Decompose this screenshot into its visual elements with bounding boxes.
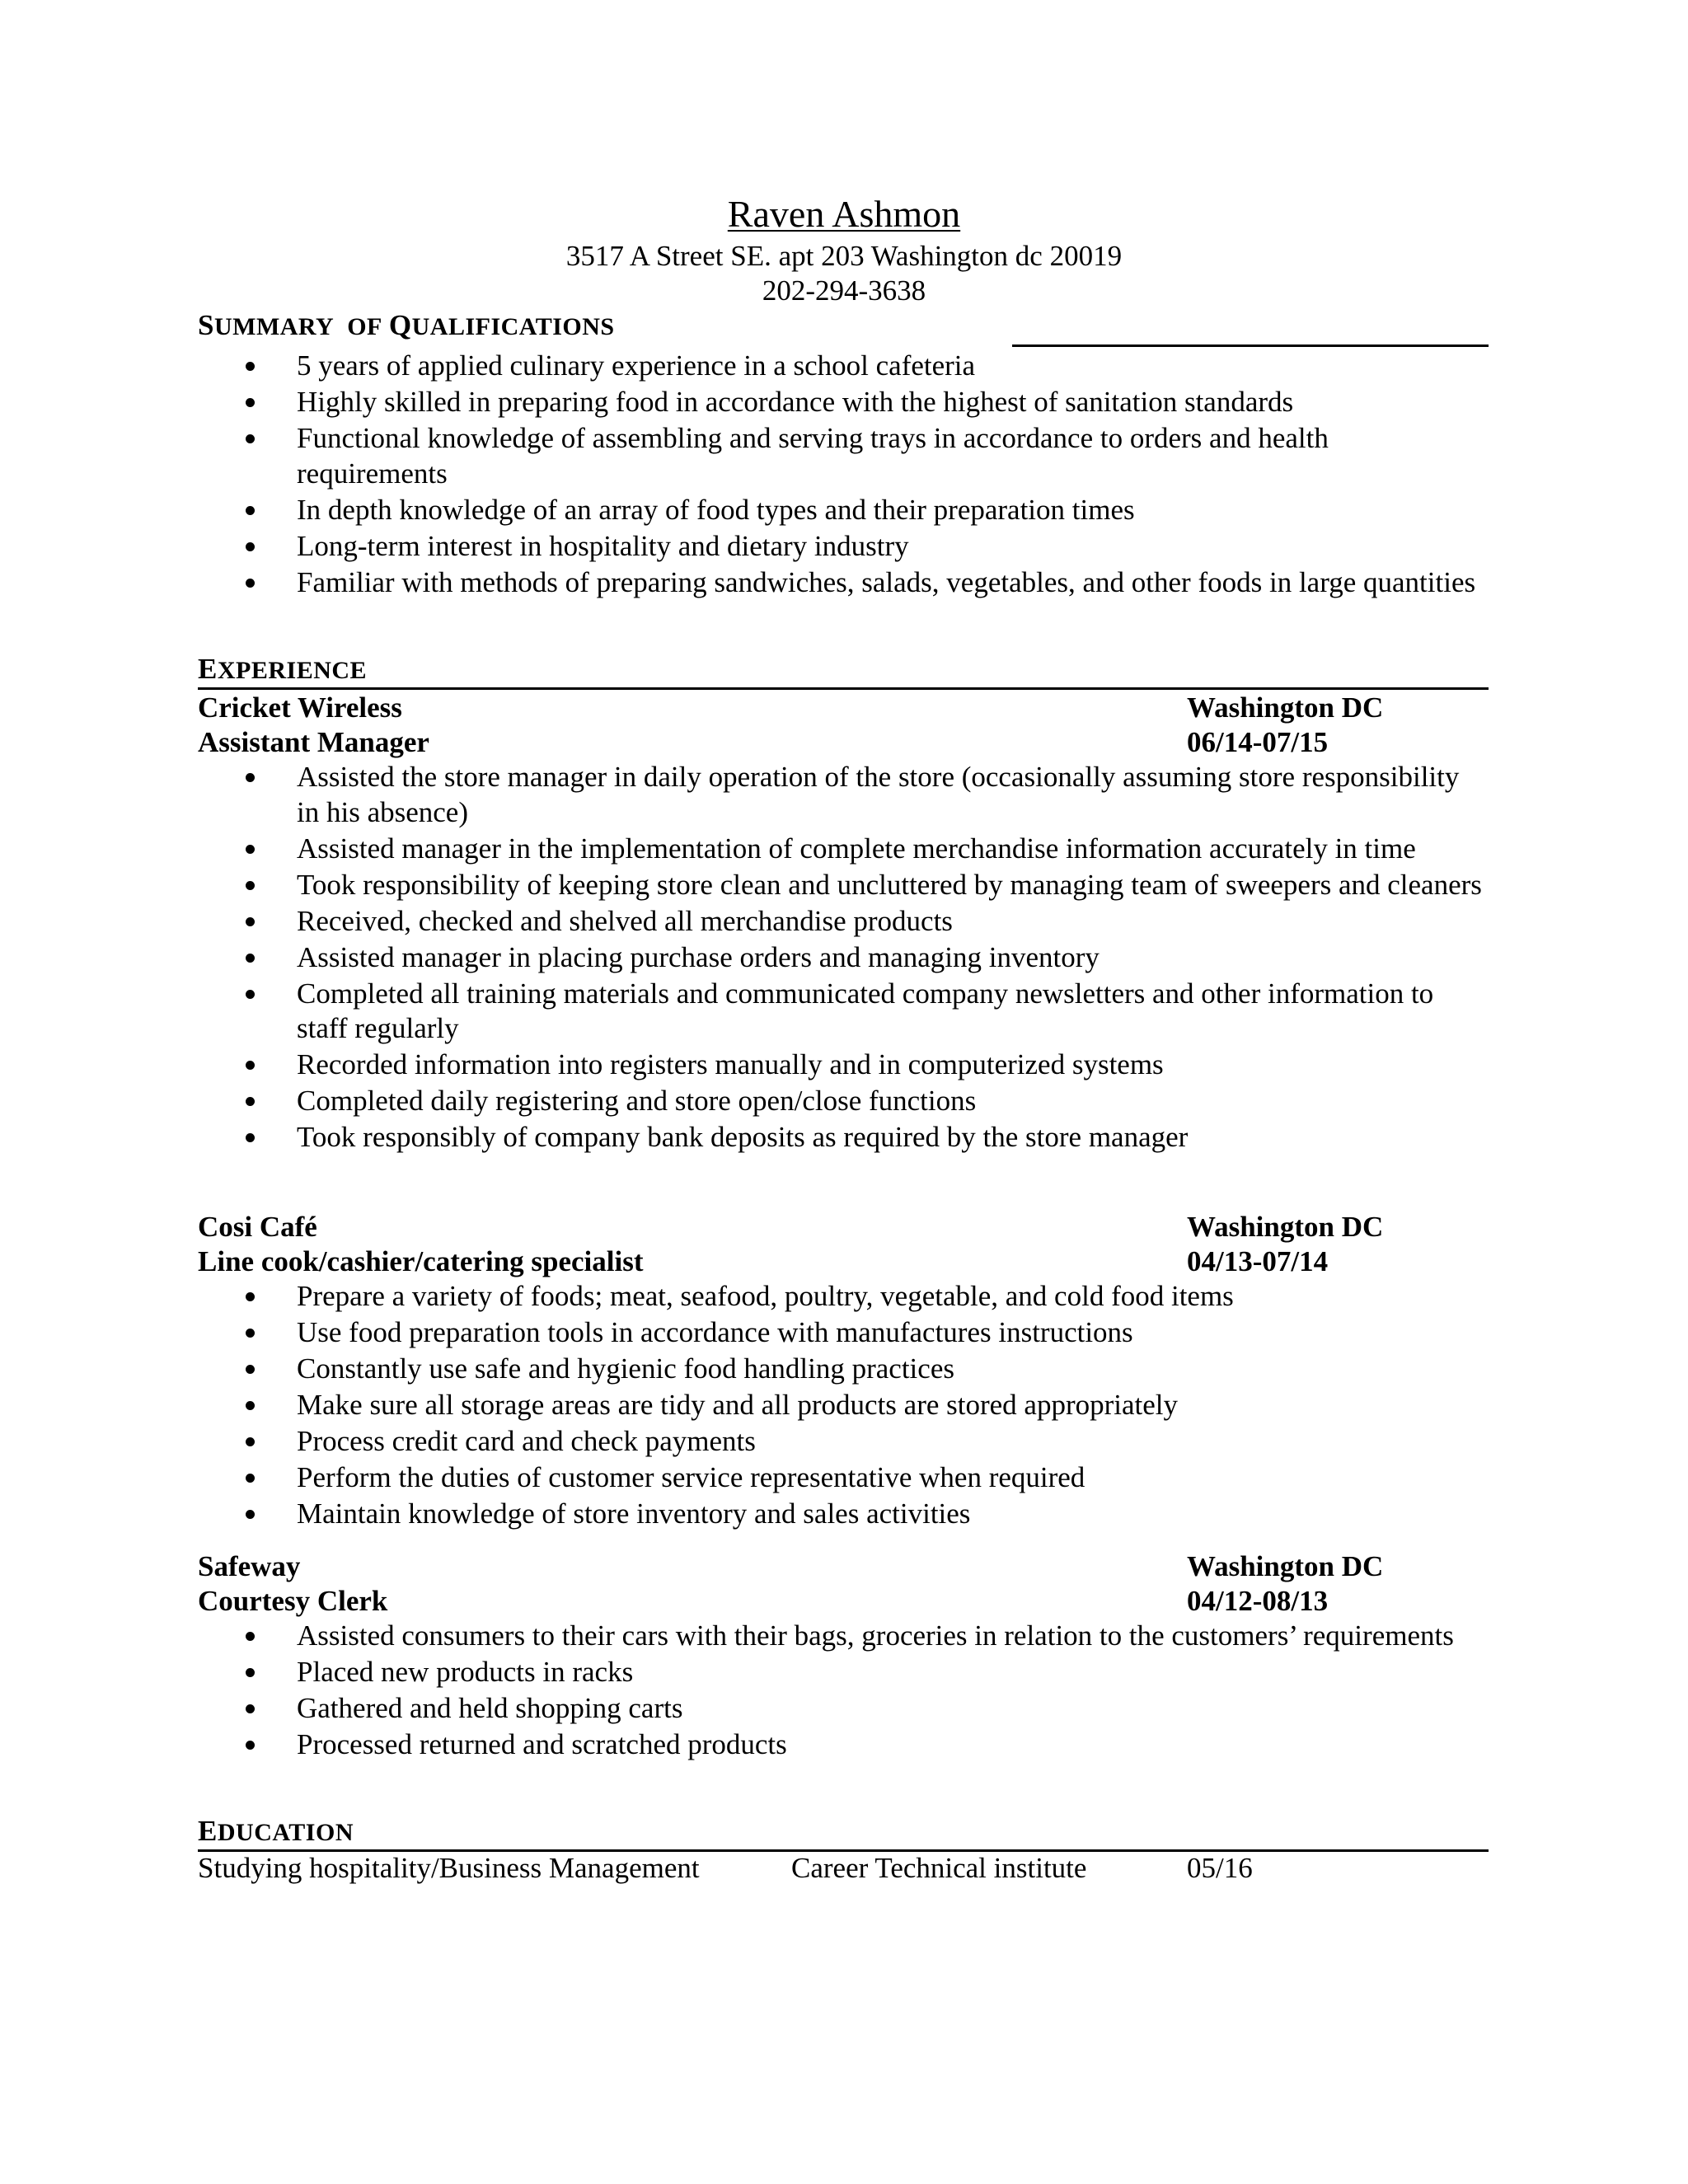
- bullet-icon: [246, 1741, 255, 1750]
- experience-heading: [198, 654, 367, 687]
- bullet-icon: [246, 434, 255, 443]
- experience-heading-rule: [198, 687, 1489, 690]
- bullet-icon: [246, 1097, 255, 1106]
- job-duty: Processed returned and scratched products: [0, 1727, 1484, 1763]
- job-duties-list: [0, 760, 1508, 1156]
- bullet-icon: [246, 1133, 255, 1142]
- bullet-icon: [246, 1437, 255, 1446]
- bullet-icon: [246, 845, 255, 854]
- bullet-icon: [246, 1401, 255, 1410]
- job-duty: Maintain knowledge of store inventory and sales activities: [0, 1497, 1484, 1532]
- job-duty: Took responsibly of company bank deposits as required by the store manager: [0, 1120, 1484, 1155]
- job-title: Assistant Manager: [198, 726, 429, 758]
- job-duties-list: [0, 1279, 1484, 1533]
- job-duty: Perform the duties of customer service representative when required: [0, 1460, 1484, 1496]
- education-heading: [198, 1816, 354, 1849]
- summary-list: [0, 349, 1484, 602]
- education-heading-word: DUCATION: [217, 1819, 354, 1846]
- bullet-icon: [246, 579, 255, 588]
- summary-item: Highly skilled in preparing food in accordance with the highest of sanitation standards: [0, 385, 1484, 420]
- summary-item: 5 years of applied culinary experience in a school cafeteria: [0, 349, 1484, 384]
- bullet-icon: [246, 362, 255, 371]
- job-location: Washington DC: [1187, 1550, 1384, 1582]
- bullet-icon: [246, 1668, 255, 1677]
- job-dates: 06/14-07/15: [1187, 726, 1329, 758]
- bullet-icon: [246, 1292, 255, 1301]
- job-duty: Assisted manager in placing purchase orders and managing inventory: [0, 940, 1484, 976]
- summary-item: Functional knowledge of assembling and serving trays in accordance to orders and health requirements: [0, 421, 1484, 491]
- job-duty: Use food preparation tools in accordance with manufactures instructions: [0, 1315, 1484, 1351]
- bullet-icon: [246, 1365, 255, 1374]
- bullet-icon: [246, 398, 255, 407]
- bullet-icon: [246, 773, 255, 782]
- summary-heading-initial: S: [198, 309, 214, 341]
- summary-heading: [198, 310, 615, 343]
- job-duty: Completed daily registering and store open/close functions: [0, 1084, 1484, 1119]
- summary-heading-word-1: UMMARY: [213, 313, 335, 340]
- bullet-icon: [246, 542, 255, 551]
- job-company: Cosi Café: [198, 1211, 317, 1243]
- job-location: Washington DC: [1187, 1211, 1384, 1243]
- summary-heading-word-3: UALIFICATIONS: [411, 313, 615, 340]
- summary-item: In depth knowledge of an array of food types and their preparation times: [0, 493, 1484, 528]
- job-duty: Make sure all storage areas are tidy and all products are stored appropriately: [0, 1388, 1484, 1423]
- job-duties-list: [0, 1619, 1484, 1764]
- job-duty: Process credit card and check payments: [0, 1424, 1484, 1460]
- summary-heading-word-2: OF: [347, 313, 382, 340]
- job-company: Cricket Wireless: [198, 691, 402, 724]
- experience-heading-word: XPERIENCE: [217, 657, 368, 684]
- summary-heading-initial-2: Q: [388, 309, 412, 341]
- job-title: Line cook/cashier/catering specialist: [198, 1245, 644, 1277]
- job-duty: Received, checked and shelved all merchandise products: [0, 904, 1484, 940]
- job-duty: Assisted manager in the implementation of complete merchandise information accurately in time: [0, 832, 1508, 867]
- education-school: Career Technical institute: [791, 1852, 1087, 1884]
- bullet-icon: [246, 1061, 255, 1070]
- job-dates: 04/12-08/13: [1187, 1585, 1329, 1617]
- bullet-icon: [246, 990, 255, 999]
- job-duty: Assisted consumers to their cars with their bags, groceries in relation to the customers’ requirements: [0, 1619, 1484, 1654]
- bullet-icon: [246, 917, 255, 926]
- summary-item: Familiar with methods of preparing sandwiches, salads, vegetables, and other foods in large quantities: [0, 565, 1484, 601]
- summary-item: Long-term interest in hospitality and dietary industry: [0, 529, 1484, 565]
- job-duty: Assisted the store manager in daily operation of the store (occasionally assuming store responsibility in his absence): [0, 760, 1484, 830]
- job-duty: Placed new products in racks: [0, 1655, 1484, 1690]
- bullet-icon: [246, 1510, 255, 1519]
- bullet-icon: [246, 1632, 255, 1641]
- job-duty: Prepare a variety of foods; meat, seafood, poultry, vegetable, and cold food items: [0, 1279, 1484, 1315]
- job-duty: Recorded information into registers manually and in computerized systems: [0, 1047, 1484, 1083]
- education-date: 05/16: [1187, 1852, 1253, 1884]
- bullet-icon: [246, 1704, 255, 1713]
- job-company: Safeway: [198, 1550, 301, 1582]
- bullet-icon: [246, 1474, 255, 1483]
- education-program: Studying hospitality/Business Management: [198, 1852, 700, 1884]
- job-duty: Completed all training materials and communicated company newsletters and other information to staff regularly: [0, 977, 1484, 1047]
- summary-heading-rule: [1012, 344, 1489, 347]
- job-duty: Gathered and held shopping carts: [0, 1691, 1484, 1727]
- applicant-phone: 202-294-3638: [762, 274, 926, 307]
- job-dates: 04/13-07/14: [1187, 1245, 1329, 1277]
- bullet-icon: [246, 881, 255, 890]
- job-duty: Took responsibility of keeping store clean and uncluttered by managing team of sweepers and cleaners: [0, 868, 1484, 903]
- bullet-icon: [246, 506, 255, 515]
- job-title: Courtesy Clerk: [198, 1585, 388, 1617]
- bullet-icon: [246, 954, 255, 963]
- job-location: Washington DC: [1187, 691, 1384, 724]
- applicant-address: 3517 A Street SE. apt 203 Washington dc 20019: [565, 240, 1123, 272]
- experience-heading-initial: E: [198, 653, 218, 685]
- bullet-icon: [246, 1329, 255, 1338]
- applicant-name: Raven Ashmon: [727, 193, 961, 235]
- job-duty: Constantly use safe and hygienic food handling practices: [0, 1352, 1484, 1387]
- education-heading-initial: E: [198, 1815, 218, 1847]
